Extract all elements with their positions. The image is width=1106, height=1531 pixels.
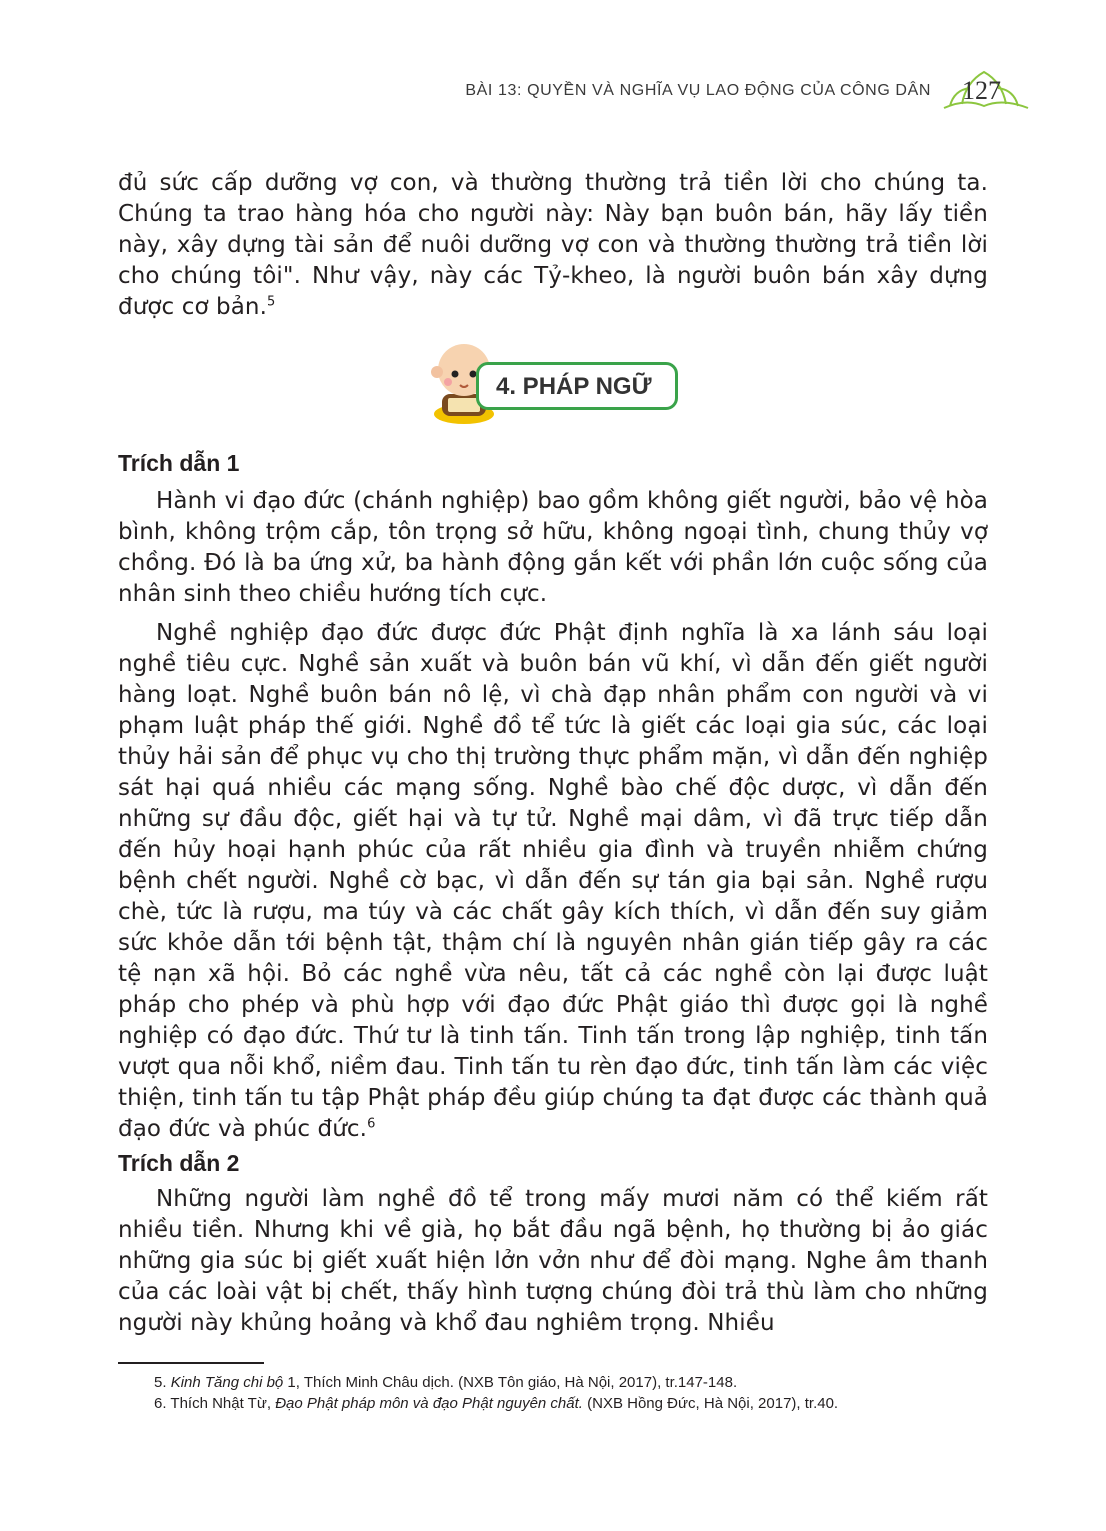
quote1-heading: Trích dẫn 1 bbox=[118, 450, 240, 476]
intro-text: đủ sức cấp dưỡng vợ con, và thường thường trả tiền lời cho chúng ta. Chúng ta trao hàng hóa cho người này: Này bạn buôn bán, hãy lấy tiền này, xây dựng tài sản để nuôi dưỡng vợ con và thường thường trả tiền lời cho chúng tôi". Như vậy, này các Tỷ-kheo, là người buôn bán xây dựng được cơ bản. bbox=[118, 170, 988, 320]
footnote-5-text: 1, Thích Minh Châu dịch. (NXB Tôn giáo, Hà Nội, 2017), tr.147-148. bbox=[283, 1374, 738, 1391]
footnote-6-number: 6. bbox=[154, 1395, 167, 1412]
footnote-ref-6: 6 bbox=[367, 1116, 376, 1132]
quote2-heading: Trích dẫn 2 bbox=[118, 1150, 240, 1176]
footnote-5-number: 5. bbox=[154, 1374, 167, 1391]
quote1-body bbox=[118, 486, 988, 1145]
footnote-6 bbox=[118, 1393, 988, 1414]
chapter-title: BÀI 13: QUYỀN VÀ NGHĨA VỤ LAO ĐỘNG CỦA CÔNG DÂN bbox=[465, 82, 931, 99]
quote1-paragraph-2 bbox=[118, 618, 988, 1145]
running-header bbox=[0, 70, 1106, 120]
quote1-paragraph-1: Hành vi đạo đức (chánh nghiệp) bao gồm không giết người, bảo vệ hòa bình, không trộm cắp, tôn trọng sở hữu, không ngoại tình, chung thủy vợ chồng. Đó là ba ứng xử, ba hành động gắn kết với phần lớn cuộc sống của nhân sinh theo chiều hướng tích cực. bbox=[118, 488, 988, 607]
section-title: 4. PHÁP NGỮ bbox=[496, 373, 652, 400]
footnote-6-title: Đạo Phật pháp môn và đạo Phật nguyên chất. bbox=[275, 1395, 583, 1412]
footnote-6-text: (NXB Hồng Đức, Hà Nội, 2017), tr.40. bbox=[582, 1395, 839, 1412]
quote2-paragraph-1: Những người làm nghề đồ tể trong mấy mươi năm có thể kiếm rất nhiều tiền. Nhưng khi về già, họ bắt đầu ngã bệnh, họ thường bị ảo giác những gia súc bị giết xuất hiện lởn vởn như để đòi mạng. Nghe âm thanh của các loài vật bị chết, thấy hình tượng chúng đòi trả thù làm cho những người này khủng hoảng và khổ đau nghiêm trọng. Nhiều bbox=[118, 1186, 988, 1336]
footnote-6-author: Thích Nhật Từ, bbox=[166, 1395, 276, 1412]
intro-paragraph bbox=[118, 168, 988, 323]
quote1-paragraph-2-text: Nghề nghiệp đạo đức được đức Phật định nghĩa là xa lánh sáu loại nghề tiêu cực. Nghề sản xuất và buôn bán vũ khí, vì dẫn đến giết người hàng loạt. Nghề buôn bán nô lệ, vì chà đạp nhân phẩm con người và vi phạm luật pháp thế giới. Nghề đồ tể tức là giết các loại gia súc, các loại thủy hải sản để phục vụ cho thị trường thực phẩm mặn, vì dẫn đến nghiệp sát hại quá nhiều các mạng sống. Nghề bào chế độc dược, vì dẫn đến những sự đầu độc, giết hại và tự tử. Nghề mại dâm, vì đã trực tiếp dẫn đến hủy hoại hạnh phúc của rất nhiều gia đình và truyền nhiễm chứng bệnh chết người. Nghề cờ bạc, vì dẫn đến sự tán gia bại sản. Nghề rượu chè, tức là rượu, ma túy và các chất gây kích thích, vì dẫn đến suy giảm sức khỏe dẫn tới bệnh tật, thậm chí là nguyên nhân gián tiếp gây ra các tệ nạn xã hội. Bỏ các nghề vừa nêu, tất cả các nghề còn lại được luật pháp cho phép và phù hợp với đạo đức Phật giáo thì được gọi là nghề nghiệp có đạo đức. Thứ tư là tinh tấn. Tinh tấn trong lập nghiệp, tinh tấn vượt qua nỗi khổ, niềm đau. Tinh tấn tu rèn đạo đức, tinh tấn làm các việc thiện, tinh tấn tu tập Phật pháp đều giúp chúng ta đạt được các thành quả đạo đức và phúc đức. bbox=[118, 620, 988, 1142]
page-number: 127 bbox=[962, 76, 1001, 105]
quote2-body bbox=[118, 1184, 988, 1339]
footnote-5-title: Kinh Tăng chi bộ bbox=[170, 1374, 284, 1391]
footnotes bbox=[118, 1372, 988, 1414]
section-badge bbox=[424, 340, 684, 426]
footnote-ref-5: 5 bbox=[267, 294, 276, 310]
footnote-divider bbox=[118, 1362, 264, 1364]
footnote-5 bbox=[118, 1372, 988, 1393]
